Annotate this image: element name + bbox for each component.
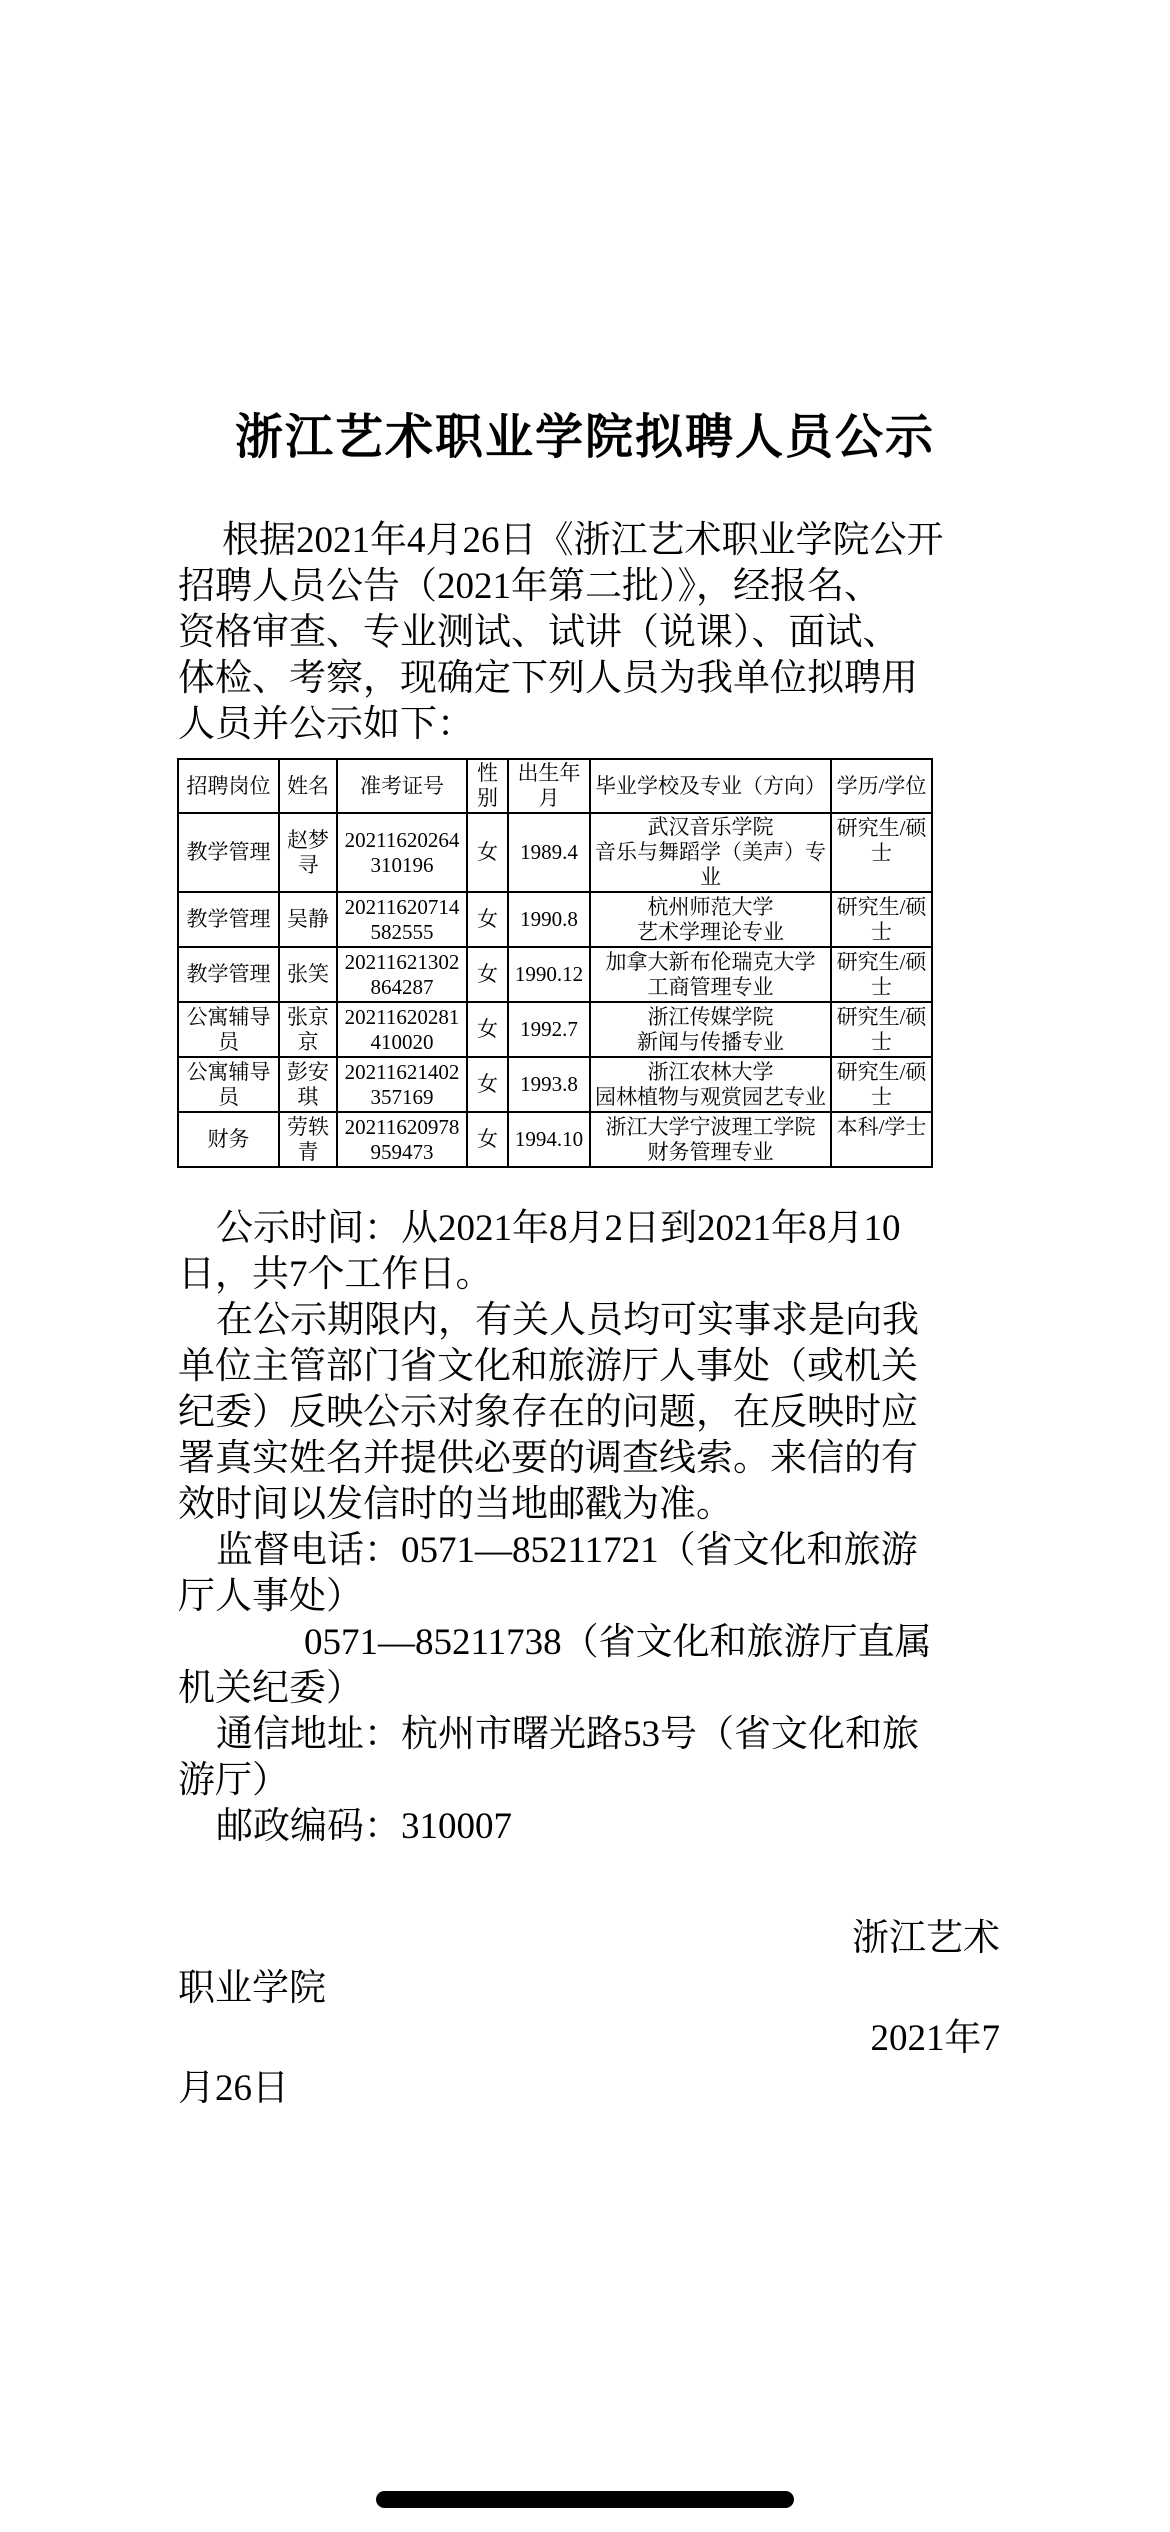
cell-birth: 1990.12 (508, 947, 590, 1002)
home-indicator[interactable] (376, 2491, 794, 2508)
page-title: 浙江艺术职业学院拟聘人员公示 (234, 411, 935, 464)
paragraph-feedback: 在公示期限内，有关人员均可实事求是向我 单位主管部门省文化和旅游厅人事处（或机关 纪委）反映公示对象存在的问题，在反映时应 署真实姓名并提供必要的调查线索。来信的有 效时间以发信时的当地邮戳为准。 (178, 1300, 919, 1525)
cell-gender: 女 (467, 813, 508, 892)
cell-birth: 1990.8 (508, 892, 590, 947)
cell-degree: 研究生/硕士 (831, 947, 932, 1002)
cell-birth: 1994.10 (508, 1112, 590, 1167)
cell-name: 彭安琪 (279, 1057, 337, 1112)
column-header: 准考证号 (337, 759, 467, 813)
paragraph-phone-1: 监督电话：0571—85211721（省文化和旅游 厅人事处） (178, 1530, 918, 1617)
paragraph-postcode: 邮政编码：310007 (216, 1806, 512, 1847)
table-row (178, 892, 932, 947)
cell-gender: 女 (467, 892, 508, 947)
column-header: 姓名 (279, 759, 337, 813)
cell-name: 张京京 (279, 1002, 337, 1057)
intro-paragraph: 根据2021年4月26日《浙江艺术职业学院公开 招聘人员公告（2021年第二批）》，经报名、 资格审查、专业测试、试讲（说课）、面试、 体检、考察，现确定下列人员为我单位拟聘用 人员并公示如下： (178, 520, 944, 745)
column-header: 性别 (467, 759, 508, 813)
cell-degree: 研究生/硕士 (831, 813, 932, 892)
cell-school-major: 浙江大学宁波理工学院 财务管理专业 (590, 1112, 831, 1167)
cell-school-major: 武汉音乐学院 音乐与舞蹈学（美声）专业 (590, 813, 831, 892)
cell-position: 教学管理 (178, 892, 279, 947)
notice-paragraphs (178, 1206, 1000, 1850)
cell-exam-no: 20211620714582555 (337, 892, 467, 947)
cell-birth: 1993.8 (508, 1057, 590, 1112)
cell-degree: 研究生/硕士 (831, 892, 932, 947)
signature-line: 浙江艺术 (852, 1918, 1000, 1959)
cell-school-major: 浙江农林大学 园林植物与观赏园艺专业 (590, 1057, 831, 1112)
column-header: 招聘岗位 (178, 759, 279, 813)
cell-degree: 研究生/硕士 (831, 1057, 932, 1112)
cell-position: 公寓辅导员 (178, 1057, 279, 1112)
signature-block (178, 1914, 1000, 2114)
cell-exam-no: 20211620281410020 (337, 1002, 467, 1057)
paragraph-publicity-period: 公示时间：从2021年8月2日到2021年8月10 日，共7个工作日。 (178, 1208, 901, 1295)
cell-gender: 女 (467, 1002, 508, 1057)
cell-position: 公寓辅导员 (178, 1002, 279, 1057)
cell-position: 教学管理 (178, 947, 279, 1002)
cell-position: 财务 (178, 1112, 279, 1167)
paragraph-phone-2: 0571—85211738（省文化和旅游厅直属 机关纪委） (178, 1622, 932, 1709)
cell-gender: 女 (467, 947, 508, 1002)
signature-line: 职业学院 (178, 1968, 326, 2009)
table-row (178, 947, 932, 1002)
table-header-row (178, 759, 932, 813)
cell-degree: 研究生/硕士 (831, 1002, 932, 1057)
cell-gender: 女 (467, 1112, 508, 1167)
cell-exam-no: 20211621302864287 (337, 947, 467, 1002)
cell-name: 吴静 (279, 892, 337, 947)
cell-school-major: 加拿大新布伦瑞克大学 工商管理专业 (590, 947, 831, 1002)
table-row (178, 813, 932, 892)
paragraph-address: 通信地址：杭州市曙光路53号（省文化和旅 游厅） (178, 1714, 919, 1801)
cell-school-major: 杭州师范大学 艺术学理论专业 (590, 892, 831, 947)
table-body (178, 813, 932, 1167)
cell-degree: 本科/学士 (831, 1112, 932, 1167)
cell-name: 张笑 (279, 947, 337, 1002)
cell-exam-no: 20211621402357169 (337, 1057, 467, 1112)
table-row (178, 1112, 932, 1167)
column-header: 出生年月 (508, 759, 590, 813)
column-header: 毕业学校及专业（方向） (590, 759, 831, 813)
signature-line: 2021年7 (870, 2018, 1000, 2059)
cell-name: 赵梦寻 (279, 813, 337, 892)
cell-name: 劳轶青 (279, 1112, 337, 1167)
cell-gender: 女 (467, 1057, 508, 1112)
cell-position: 教学管理 (178, 813, 279, 892)
table-row (178, 1002, 932, 1057)
cell-birth: 1992.7 (508, 1002, 590, 1057)
cell-birth: 1989.4 (508, 813, 590, 892)
table-row (178, 1057, 932, 1112)
cell-exam-no: 20211620978959473 (337, 1112, 467, 1167)
column-header: 学历/学位 (831, 759, 932, 813)
signature-line: 月26日 (178, 2068, 289, 2109)
cell-school-major: 浙江传媒学院 新闻与传播专业 (590, 1002, 831, 1057)
cell-exam-no: 20211620264310196 (337, 813, 467, 892)
applicants-table (177, 758, 933, 1168)
